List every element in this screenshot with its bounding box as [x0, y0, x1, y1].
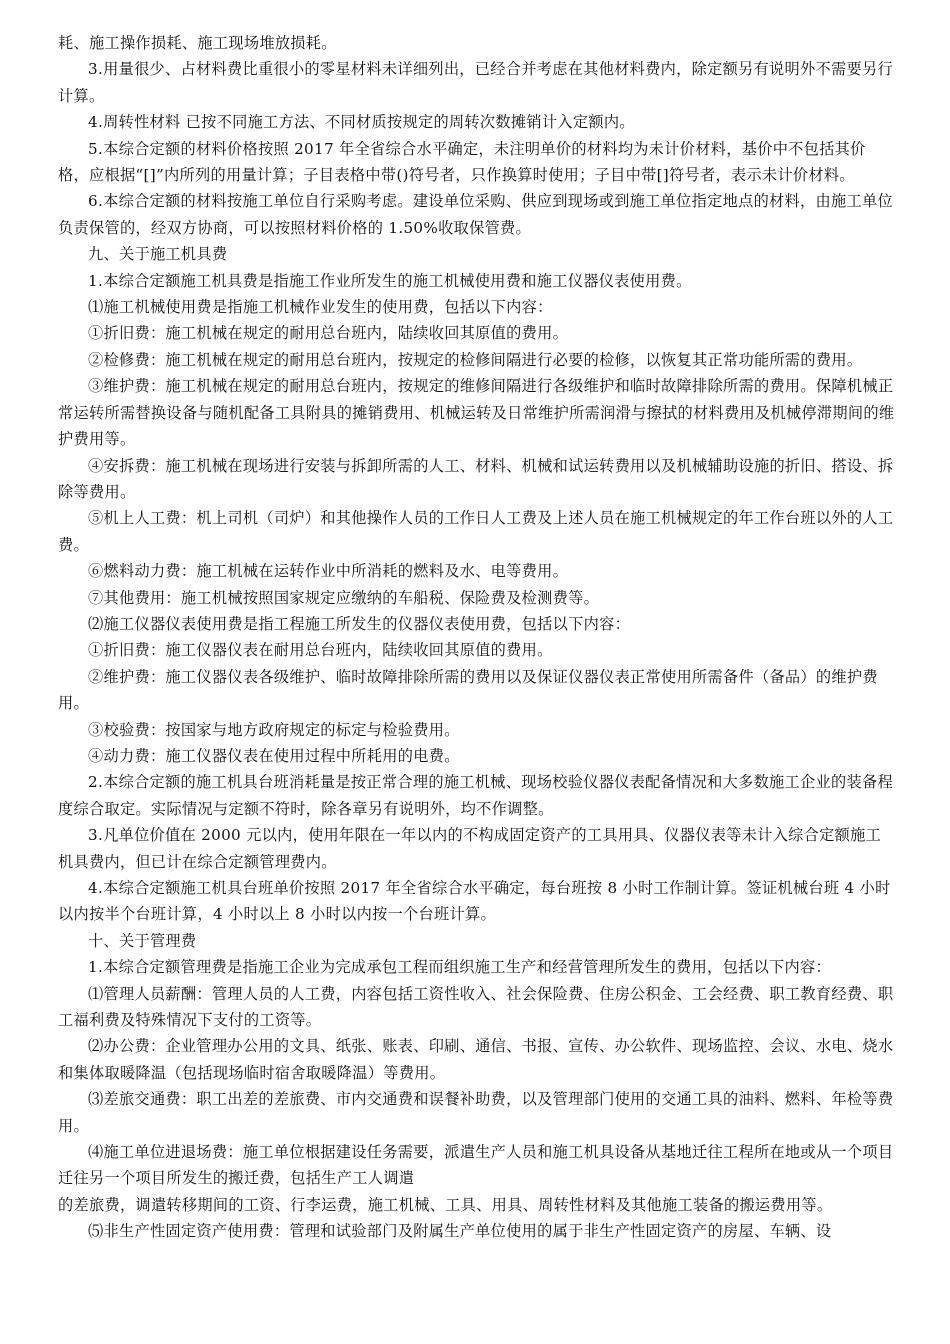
section-heading: 十、关于管理费 [88, 931, 197, 950]
list-item: ⑤机上人工费：机上司机（司炉）和其他操作人员的工作日人工费及上述人员在施工机械规定的年工作台班以外的人工费。 [58, 509, 894, 554]
paragraph: 1.本综合定额施工机具费是指施工作业所发生的施工机械使用费和施工仪器仪表使用费。 [88, 271, 692, 290]
list-item: ⑥燃料动力费：施工机械在运转作业中所消耗的燃料及水、电等费用。 [88, 562, 569, 581]
section-heading: 九、关于施工机具费 [88, 245, 228, 264]
document-page [58, 30, 896, 1245]
paragraph: 3.凡单位价值在 2000 元以内，使用年限在一年以内的不构成固定资产的工具用具、仪器仪表等未计入综合定额施工机具费内，但已计在综合定额管理费内。 [58, 826, 882, 871]
paragraph: ⑵施工仪器仪表使用费是指工程施工所发生的仪器仪表使用费，包括以下内容： [88, 614, 631, 633]
list-item: ⑷施工单位进退场费：施工单位根据建设任务需要，派遣生产人员和施工机具设备从基地迁往工程所在地或从一个项目迁往另一个项目所发生的搬迁费，包括生产工人调遣 [58, 1143, 894, 1188]
list-item: ⑸非生产性固定资产使用费：管理和试验部门及附属生产单位使用的属于非生产性固定资产的房屋、车辆、设 [88, 1222, 832, 1241]
list-item: ⑴管理人员薪酬：管理人员的人工费，内容包括工资性收入、社会保险费、住房公积金、工会经费、职工教育经费、职工福利费及特殊情况下支付的工资等。 [58, 984, 894, 1030]
paragraph: 4.本综合定额施工机具台班单价按照 2017 年全省综合水平确定，每台班按 8 小时工作制计算。签证机械台班 4 小时以内按半个台班计算，4 小时以上 8 小时以内按一个台班计算。 [58, 879, 891, 924]
paragraph: 3.用量很少、占材料费比重很小的零星材料未详细列出，已经合并考虑在其他材料费内，除定额另有说明外不需要另行计算。 [58, 60, 893, 105]
list-item: ④动力费：施工仪器仪表在使用过程中所耗用的电费。 [88, 746, 460, 765]
paragraph: 耗、施工操作损耗、施工现场堆放损耗。 [58, 34, 337, 52]
list-item: ②检修费：施工机械在规定的耐用总台班内，按规定的检修间隔进行必要的检修，以恢复其正常功能所需的费用。 [88, 350, 863, 369]
list-item: ⑦其他费用：施工机械按照国家规定应缴纳的车船税、保险费及检测费等。 [88, 588, 600, 607]
list-item: ⑶差旅交通费：职工出差的差旅费、市内交通费和误餐补助费，以及管理部门使用的交通工具的油料、燃料、年检等费用。 [58, 1090, 894, 1135]
paragraph: 4.周转性材料 已按不同施工方法、不同材质按规定的周转次数摊销计入定额内。 [88, 113, 635, 132]
paragraph: ⑴施工机械使用费是指施工机械作业发生的使用费，包括以下内容： [88, 298, 553, 317]
list-item: ④安拆费：施工机械在现场进行安装与拆卸所需的人工、材料、机械和试运转费用以及机械辅助设施的折旧、搭设、拆除等费用。 [58, 456, 894, 501]
list-item: ⑵办公费：企业管理办公用的文具、纸张、账表、印刷、通信、书报、宣传、办公软件、现场监控、会议、水电、烧水和集体取暖降温（包括现场临时宿舍取暖降温）等费用。 [58, 1037, 894, 1082]
paragraph: 的差旅费，调遣转移期间的工资、行李运费，施工机械、工具、用具、周转性材料及其他施工装备的搬运费用等。 [58, 1195, 833, 1214]
paragraph: 6.本综合定额的材料按施工单位自行采购考虑。建设单位采购、供应到现场或到施工单位指定地点的材料，由施工单位负责保管的，经双方协商，可以按照材料价格的 1.50%收取保管费。 [58, 192, 893, 237]
list-item: ①折旧费：施工机械在规定的耐用总台班内，陆续收回其原值的费用。 [88, 324, 569, 343]
list-item: ②维护费：施工仪器仪表各级维护、临时故障排除所需的费用以及保证仪器仪表正常使用所需备件（备品）的维护费用。 [58, 667, 878, 713]
paragraph: 2.本综合定额的施工机具台班消耗量是按正常合理的施工机械、现场校验仪器仪表配备情况和大多数施工企业的装备程度综合取定。实际情况与定额不符时，除各章另有说明外，均不作调整。 [58, 773, 893, 818]
list-item: ③校验费：按国家与地方政府规定的标定与检验费用。 [88, 720, 460, 739]
list-item: ①折旧费：施工仪器仪表在耐用总台班内，陆续收回其原值的费用。 [88, 641, 553, 660]
paragraph: 1.本综合定额管理费是指施工企业为完成承包工程而组织施工生产和经营管理所发生的费用，包括以下内容： [88, 958, 832, 977]
paragraph: 5.本综合定额的材料价格按照 2017 年全省综合水平确定，未注明单价的材料均为未计价材料，基价中不包括其价格，应根据“[]”内所列的用量计算；子目表格中带()符号者，只作换算时使用；子目中带[]符号者，表示未计价材料。 [58, 139, 866, 185]
list-item: ③维护费：施工机械在规定的耐用总台班内，按规定的维修间隔进行各级维护和临时故障排除所需的费用。保障机械正常运转所需替换设备与随机配备工具附具的摊销费用、机械运转及日常维护所需润滑与擦拭的材料费用及机械停滞期间的维护费用等。 [58, 377, 895, 449]
